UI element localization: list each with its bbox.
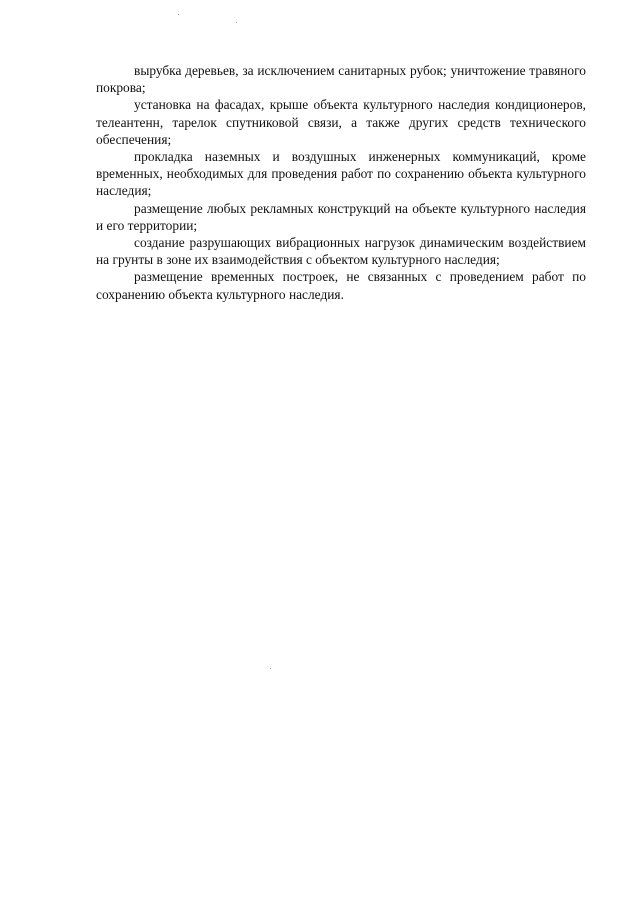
list-item: создание разрушающих вибрационных нагрузок динамическим воздействием на грунты в зоне их взаимодействия с объектом культурного наследия; <box>96 235 586 268</box>
list-item: размещение временных построек, не связанных с проведением работ по сохранению объекта культурного наследия. <box>96 269 586 302</box>
list-item: вырубка деревьев, за исключением санитарных рубок; уничтожение травяного покрова; <box>96 63 586 96</box>
document-body <box>96 62 586 303</box>
scan-speck <box>178 14 179 15</box>
list-item: установка на фасадах, крыше объекта культурного наследия кондиционеров, телеантенн, тарелок спутниковой связи, а также других средств технического обеспечения; <box>96 97 586 147</box>
scan-speck <box>270 668 271 669</box>
list-item: прокладка наземных и воздушных инженерных коммуникаций, кроме временных, необходимых для проведения работ по сохранению объекта культурного наследия; <box>96 149 586 199</box>
list-item: размещение любых рекламных конструкций на объекте культурного наследия и его территории; <box>96 200 586 233</box>
scan-speck <box>236 22 237 23</box>
